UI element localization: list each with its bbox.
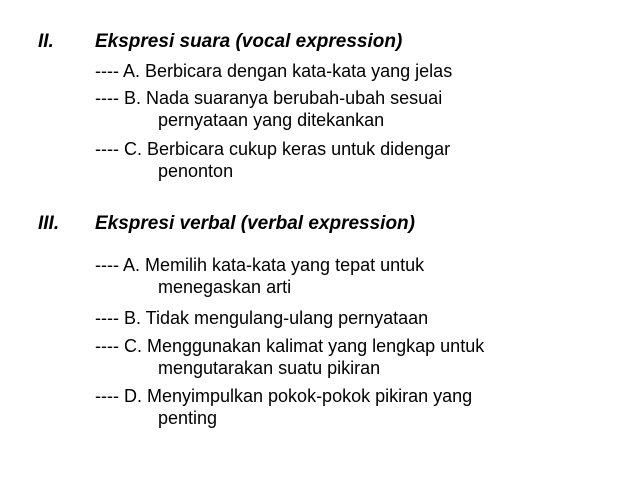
section-number: III. — [38, 213, 60, 234]
list-item-continuation: mengutarakan suatu pikiran — [158, 358, 381, 378]
list-item — [95, 87, 442, 131]
section-title: Ekspresi suara (vocal expression) — [95, 31, 403, 52]
list-item — [95, 254, 424, 298]
list-item-text: ---- C. Menggunakan kalimat yang lengkap untuk — [95, 336, 485, 356]
list-item-continuation: pernyataan yang ditekankan — [158, 110, 385, 130]
list-item — [95, 385, 472, 429]
list-item — [95, 335, 484, 379]
list-item-text: ---- A. Berbicara dengan kata-kata yang jelas — [95, 61, 453, 81]
section-number: II. — [38, 31, 54, 52]
list-item — [95, 138, 450, 182]
list-item-text: ---- C. Berbicara cukup keras untuk didengar — [95, 139, 451, 159]
section-title: Ekspresi verbal (verbal expression) — [95, 213, 415, 234]
list-item-continuation: menegaskan arti — [158, 277, 292, 297]
list-item-text: ---- D. Menyimpulkan pokok-pokok pikiran yang — [95, 386, 473, 406]
list-item-text: ---- A. Memilih kata-kata yang tepat untuk — [95, 255, 425, 275]
list-item-continuation: penting — [158, 408, 218, 428]
list-item-text: ---- B. Nada suaranya berubah-ubah sesuai — [95, 88, 443, 108]
list-item-continuation: penonton — [158, 161, 234, 181]
list-item — [95, 60, 452, 82]
list-item-text: ---- B. Tidak mengulang-ulang pernyataan — [95, 308, 429, 328]
list-item — [95, 307, 428, 329]
